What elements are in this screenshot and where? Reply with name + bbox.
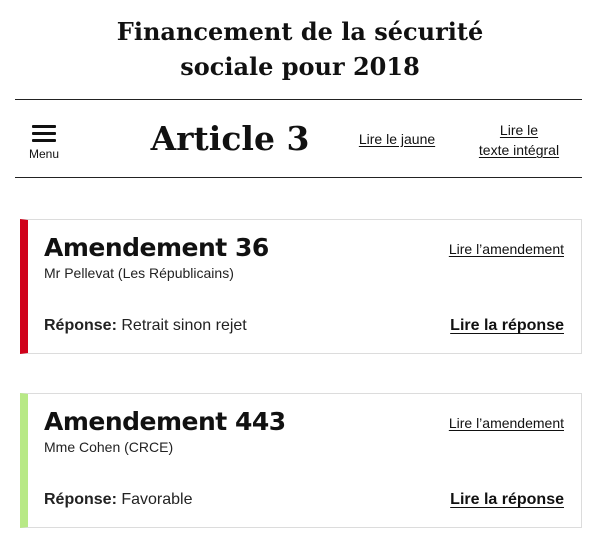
amendement-title: Amendement 443 [44, 407, 286, 436]
hamburger-menu-icon [32, 125, 56, 143]
response-value: Favorable [121, 491, 193, 508]
menu-label: Menu [28, 147, 60, 161]
article-nav-bar [15, 99, 582, 178]
read-full-text-link[interactable] [465, 120, 573, 160]
article-title: Article 3 [150, 119, 310, 158]
amendement-response [44, 491, 193, 509]
amendement-card [20, 393, 582, 528]
read-response-link[interactable]: Lire la réponse [450, 317, 564, 334]
read-full-text-line-1: Lire le [499, 122, 539, 138]
amendement-author: Mr Pellevat (Les Républicains) [44, 265, 234, 281]
amendement-title: Amendement 36 [44, 233, 269, 262]
page-title [0, 14, 600, 84]
page-title-line-1: Financement de la sécurité [116, 17, 484, 46]
read-full-text-line-2: texte intégral [478, 142, 560, 158]
menu-button[interactable] [15, 122, 73, 166]
response-value: Retrait sinon rejet [121, 317, 247, 334]
response-label: Réponse: [44, 317, 117, 334]
amendement-card [20, 219, 582, 354]
read-amendement-link[interactable]: Lire l’amendement [448, 241, 564, 257]
response-label: Réponse: [44, 491, 117, 508]
read-response-link[interactable]: Lire la réponse [450, 491, 564, 508]
page-title-line-2: sociale pour 2018 [180, 52, 420, 81]
read-jaune-link[interactable]: Lire le jaune [358, 131, 436, 147]
amendement-response [44, 317, 247, 335]
amendement-author: Mme Cohen (CRCE) [44, 439, 174, 455]
read-amendement-link[interactable]: Lire l’amendement [448, 415, 564, 431]
